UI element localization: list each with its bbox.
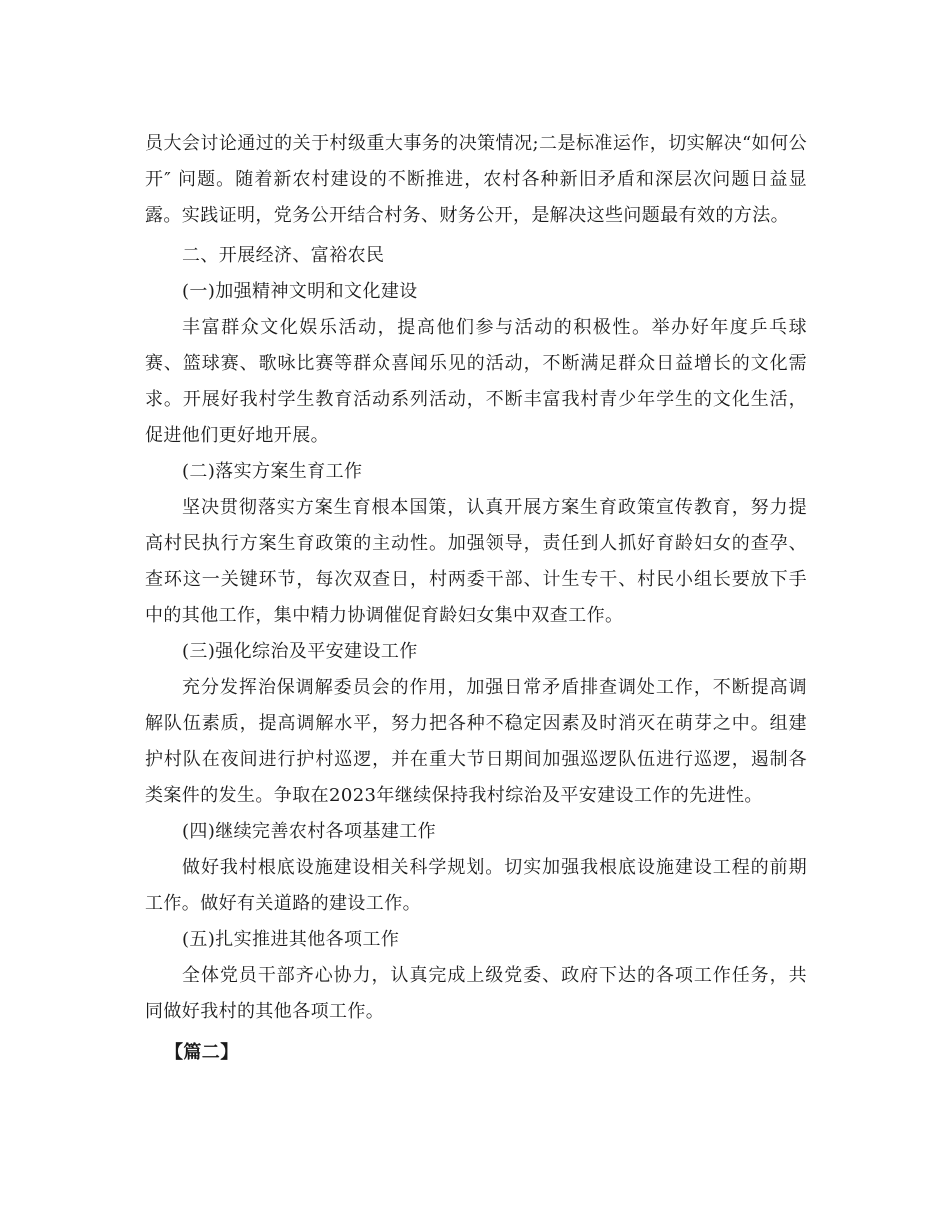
section-heading-two: 二、开展经济、富裕农民 (182, 245, 385, 266)
subheading-1: (一)加强精神文明和文化建设 (182, 281, 418, 302)
subheading-4: (四)继续完善农村各项基建工作 (182, 821, 437, 842)
subheading-5: (五)扎实推进其他各项工作 (182, 929, 400, 950)
section-marker-part-two: 【篇二】 (165, 1042, 239, 1063)
paragraph-culture: 丰富群众文化娱乐活动，提高他们参与活动的积极性。举办好年度乒乓球赛、篮球赛、歌咏比赛等群众喜闻乐见的活动，不断满足群众日益增长的文化需求。开展好我村学生教育活动系列活动，不断丰富我村青少年学生的文化生活，促进他们更好地开展。 (145, 317, 807, 446)
subheading-2: (二)落实方案生育工作 (182, 461, 363, 482)
subheading-3: (三)强化综治及平安建设工作 (182, 641, 418, 662)
paragraph-infrastructure: 做好我村根底设施建设相关科学规划。切实加强我根底设施建设工程的前期工作。做好有关道路的建设工作。 (145, 857, 807, 914)
paragraph-other-work: 全体党员干部齐心协力，认真完成上级党委、政府下达的各项工作任务，共同做好我村的其他各项工作。 (145, 965, 807, 1022)
paragraph-continuation: 员大会讨论通过的关于村级重大事务的决策情况;二是标准运作，切实解决“如何公开″ 问题。随着新农村建设的不断推进，农村各种新旧矛盾和深层次问题日益显露。实践证明，党务公开结合村务、财务公开，是解决这些问题最有效的方法。 (145, 133, 807, 226)
document-body (145, 126, 807, 1071)
paragraph-security: 充分发挥治保调解委员会的作用，加强日常矛盾排查调处工作，不断提高调解队伍素质，提高调解水平，努力把各种不稳定因素及时消灭在萌芽之中。组建护村队在夜间进行护村巡逻，并在重大节日期间加强巡逻队伍进行巡逻，遏制各类案件的发生。争取在2023年继续保持我村综治及平安建设工作的先进性。 (145, 677, 807, 806)
paragraph-family-planning: 坚决贯彻落实方案生育根本国策，认真开展方案生育政策宣传教育，努力提高村民执行方案生育政策的主动性。加强领导，责任到人抓好育龄妇女的查孕、查环这一关键环节，每次双查日，村两委干部、计生专干、村民小组长要放下手中的其他工作，集中精力协调催促育龄妇女集中双查工作。 (145, 497, 807, 626)
